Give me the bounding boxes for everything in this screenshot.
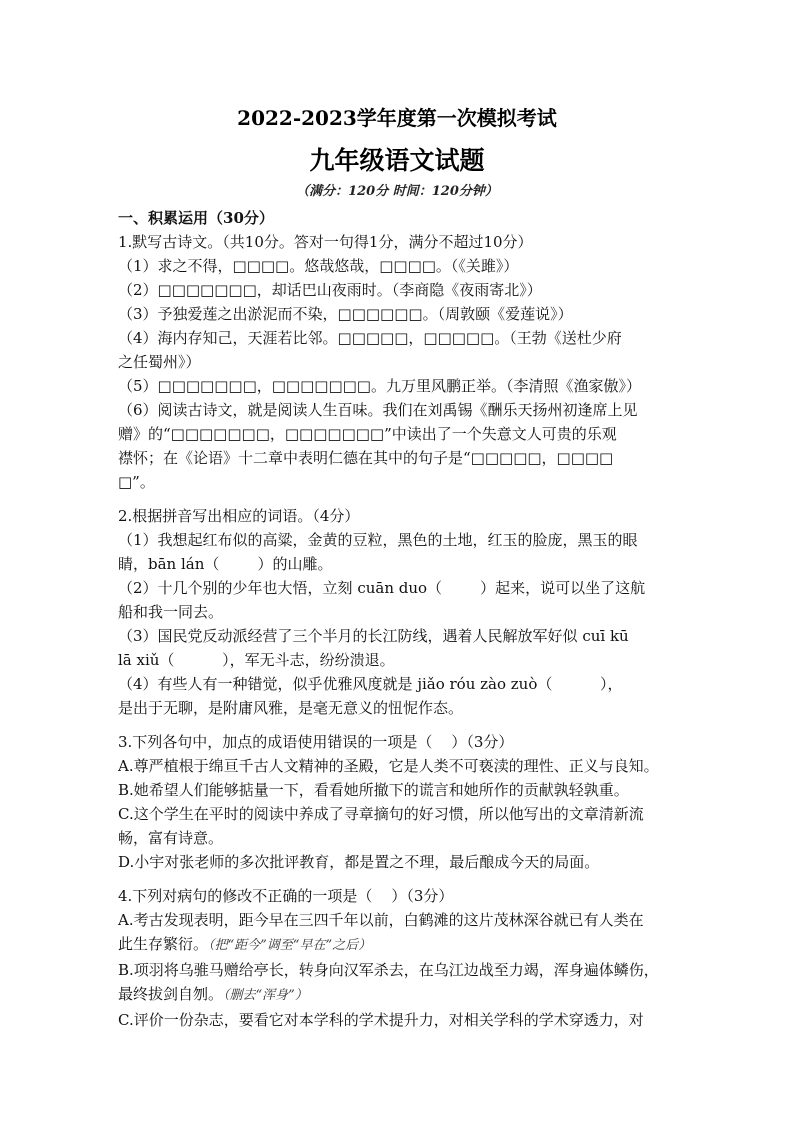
question-3-option: B.她希望人们能够掂量一下，看看她所撤下的谎言和她所作的贡献孰轻孰重。 xyxy=(118,781,629,799)
spacer xyxy=(118,720,678,730)
question-1-line: 襟怀；在《论语》十二章中表明仁德在其中的句子是“□□□□□，□□□□ xyxy=(118,449,614,467)
question-4-option-a-cont xyxy=(118,932,678,958)
exam-content xyxy=(118,206,678,1032)
question-2-line: （3）国民党反动派经营了三个半月的长江防线，遇着人民解放军好似 cuī kū xyxy=(118,627,629,645)
section-heading: 一、积累运用（30分） xyxy=(118,209,274,227)
question-2-line: 睛，bān lán（ ）的山雕。 xyxy=(118,555,333,573)
question-2-stem: 2.根据拼音写出相应的词语。（4分） xyxy=(118,507,360,525)
option-text: 最终拔剑自刎。 xyxy=(118,985,224,1003)
question-3-stem: 3.下列各句中，加点的成语使用错误的一项是（ ）（3分） xyxy=(118,733,514,751)
question-2-line: 是出于无聊，是附庸风雅，是毫无意义的忸怩作态。 xyxy=(118,699,464,717)
question-1-line: （6）阅读古诗文，就是阅读人生百味。我们在刘禹锡《酬乐天扬州初逢席上见 xyxy=(118,401,638,419)
question-1-line: 之任蜀州》） xyxy=(118,353,201,371)
question-1-line: （2）□□□□□□□，却话巴山夜雨时。（李商隐《夜雨寄北》） xyxy=(118,281,542,299)
question-4-option-a: A.考古发现表明，距今早在三四千年以前，白鹤滩的这片茂林深谷就已有人类在 xyxy=(118,911,644,929)
question-2-line: 船和我一同去。 xyxy=(118,603,224,621)
spacer xyxy=(118,874,678,884)
question-1-line: □”。 xyxy=(118,473,155,491)
option-text: 此生存繁衍。 xyxy=(118,935,209,953)
spacer xyxy=(118,494,678,504)
question-1-line: （3）予独爱莲之出淤泥而不染，□□□□□□。（周敦颐《爱莲说》） xyxy=(118,305,573,323)
question-2-line: lā xiǔ（ ），军无斗志，纷纷溃退。 xyxy=(118,651,395,669)
question-3-option: D.小宇对张老师的多次批评教育，都是置之不理，最后酿成今天的局面。 xyxy=(118,853,600,871)
revision-note: （把“距今”调至“早在”之后） xyxy=(208,938,372,953)
question-4-option-b-cont xyxy=(118,982,678,1008)
exam-title: 2022-2023学年度第一次模拟考试 xyxy=(237,106,557,130)
question-4-option-b: B.项羽将乌骓马赠给亭长，转身向汉军杀去，在乌江边战至力竭，浑身遍体鳞伤， xyxy=(118,961,659,979)
revision-note: （删去“浑身”） xyxy=(223,988,308,1003)
question-2-line: （1）我想起红布似的高粱，金黄的豆粒，黑色的土地，红玉的脸庞，黑玉的眼 xyxy=(118,531,638,549)
question-2-line: （4）有些人有一种错觉，似乎优雅风度就是 jiǎo róu zào zuò（ ）， xyxy=(118,675,623,693)
question-1-line: （5）□□□□□□□，□□□□□□□。九万里风鹏正举。（李清照《渔家傲》） xyxy=(118,377,641,395)
question-4-option-c: C.评价一份杂志，要看它对本学科的学术提升力，对相关学科的学术穿透力，对 xyxy=(118,1011,644,1029)
question-2-line: （2）十几个别的少年也大悟，立刻 cuān duo（ ）起来，说可以坐了这航 xyxy=(118,579,646,597)
question-1-line: （4）海内存知己，天涯若比邻。□□□□□，□□□□□。（王勃《送杜少府 xyxy=(118,329,622,347)
question-1-stem: 1.默写古诗文。（共10分。答对一句得1分，满分不超过10分） xyxy=(118,233,533,251)
question-1-line: 赠》的“□□□□□□□，□□□□□□□”中读出了一个失意文人可贵的乐观 xyxy=(118,425,617,443)
question-3-option: A.尊严植根于绵亘千古人文精神的圣殿，它是人类不可亵渎的理性、正义与良知。 xyxy=(118,757,659,775)
question-1-line: （1）求之不得，□□□□。悠哉悠哉，□□□□。（《关雎》） xyxy=(118,257,519,275)
question-4-stem: 4.下列对病句的修改不正确的一项是（ ）（3分） xyxy=(118,887,454,905)
question-3-option: 畅，富有诗意。 xyxy=(118,829,224,847)
exam-info: （满分：120分 时间：120分钟） xyxy=(296,184,498,199)
question-3-option: C.这个学生在平时的阅读中养成了寻章摘句的好习惯，所以他写出的文章清新流 xyxy=(118,805,644,823)
exam-subject-title: 九年级语文试题 xyxy=(309,146,485,175)
